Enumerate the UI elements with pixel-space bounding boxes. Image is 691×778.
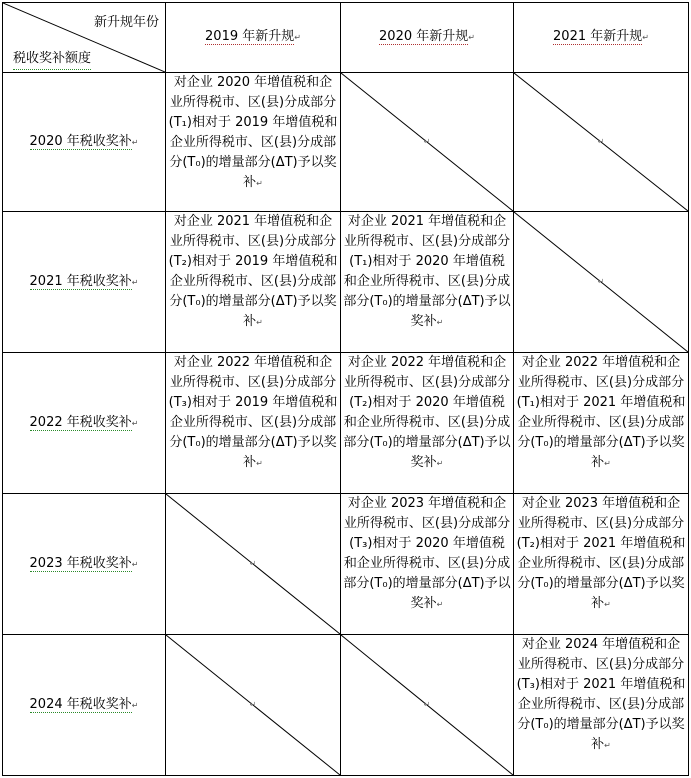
- empty-cell: ↵: [166, 635, 341, 776]
- table-cell: 对企业 2023 年增值税和企业所得税市、区(县)分成部分(T₂)相对于 2021 年增值税和企业所得税市、区(县)分成部分(T₀)的增量部分(ΔT)予以奖补↵: [514, 494, 689, 635]
- empty-cell: ↵: [514, 73, 689, 212]
- table-row: [3, 494, 689, 635]
- table-cell: 对企业 2022 年增值税和企业所得税市、区(县)分成部分(T₃)相对于 2019 年增值税和企业所得税市、区(县)分成部分(T₀)的增量部分(ΔT)予以奖补↵: [166, 353, 341, 494]
- table-cell: 对企业 2023 年增值税和企业所得税市、区(县)分成部分(T₃)相对于 2020 年增值税和企业所得税市、区(县)分成部分(T₀)的增量部分(ΔT)予以奖补↵: [341, 494, 514, 635]
- empty-cell: ↵: [514, 212, 689, 353]
- header-row: [3, 3, 689, 73]
- table-row: [3, 212, 689, 353]
- corner-cell: [3, 3, 166, 73]
- table-row: [3, 353, 689, 494]
- table-cell: 对企业 2022 年增值税和企业所得税市、区(县)分成部分(T₂)相对于 2020 年增值税和企业所得税市、区(县)分成部分(T₀)的增量部分(ΔT)予以奖补↵: [341, 353, 514, 494]
- row-label: 2024 年税收奖补↵: [3, 635, 166, 776]
- empty-cell: ↵: [341, 635, 514, 776]
- tax-subsidy-table: [2, 2, 689, 776]
- row-label: 2022 年税收奖补↵: [3, 353, 166, 494]
- empty-cell: ↵: [341, 73, 514, 212]
- row-label: 2021 年税收奖补↵: [3, 212, 166, 353]
- corner-top-label: 新升规年份: [93, 15, 159, 30]
- table-cell: 对企业 2020 年增值税和企业所得税市、区(县)分成部分(T₁)相对于 2019 年增值税和企业所得税市、区(县)分成部分(T₀)的增量部分(ΔT)予以奖补↵: [166, 73, 341, 212]
- table-cell: 对企业 2022 年增值税和企业所得税市、区(县)分成部分(T₁)相对于 2021 年增值税和企业所得税市、区(县)分成部分(T₀)的增量部分(ΔT)予以奖补↵: [514, 353, 689, 494]
- column-header-2021: 2021 年新升规↵: [514, 3, 689, 73]
- table-row: [3, 635, 689, 776]
- row-label: 2020 年税收奖补↵: [3, 73, 166, 212]
- row-label: 2023 年税收奖补↵: [3, 494, 166, 635]
- empty-cell: ↵: [166, 494, 341, 635]
- corner-bottom-label: 税收奖补额度: [13, 49, 91, 70]
- table-cell: 对企业 2024 年增值税和企业所得税市、区(县)分成部分(T₃)相对于 2021 年增值税和企业所得税市、区(县)分成部分(T₀)的增量部分(ΔT)予以奖补↵: [514, 635, 689, 776]
- table-cell: 对企业 2021 年增值税和企业所得税市、区(县)分成部分(T₂)相对于 2019 年增值税和企业所得税市、区(县)分成部分(T₀)的增量部分(ΔT)予以奖补↵: [166, 212, 341, 353]
- column-header-2020: 2020 年新升规↵: [341, 3, 514, 73]
- column-header-2019: 2019 年新升规↵: [166, 3, 341, 73]
- table-row: [3, 73, 689, 212]
- table-cell: 对企业 2021 年增值税和企业所得税市、区(县)分成部分(T₁)相对于 2020 年增值税和企业所得税市、区(县)分成部分(T₀)的增量部分(ΔT)予以奖补↵: [341, 212, 514, 353]
